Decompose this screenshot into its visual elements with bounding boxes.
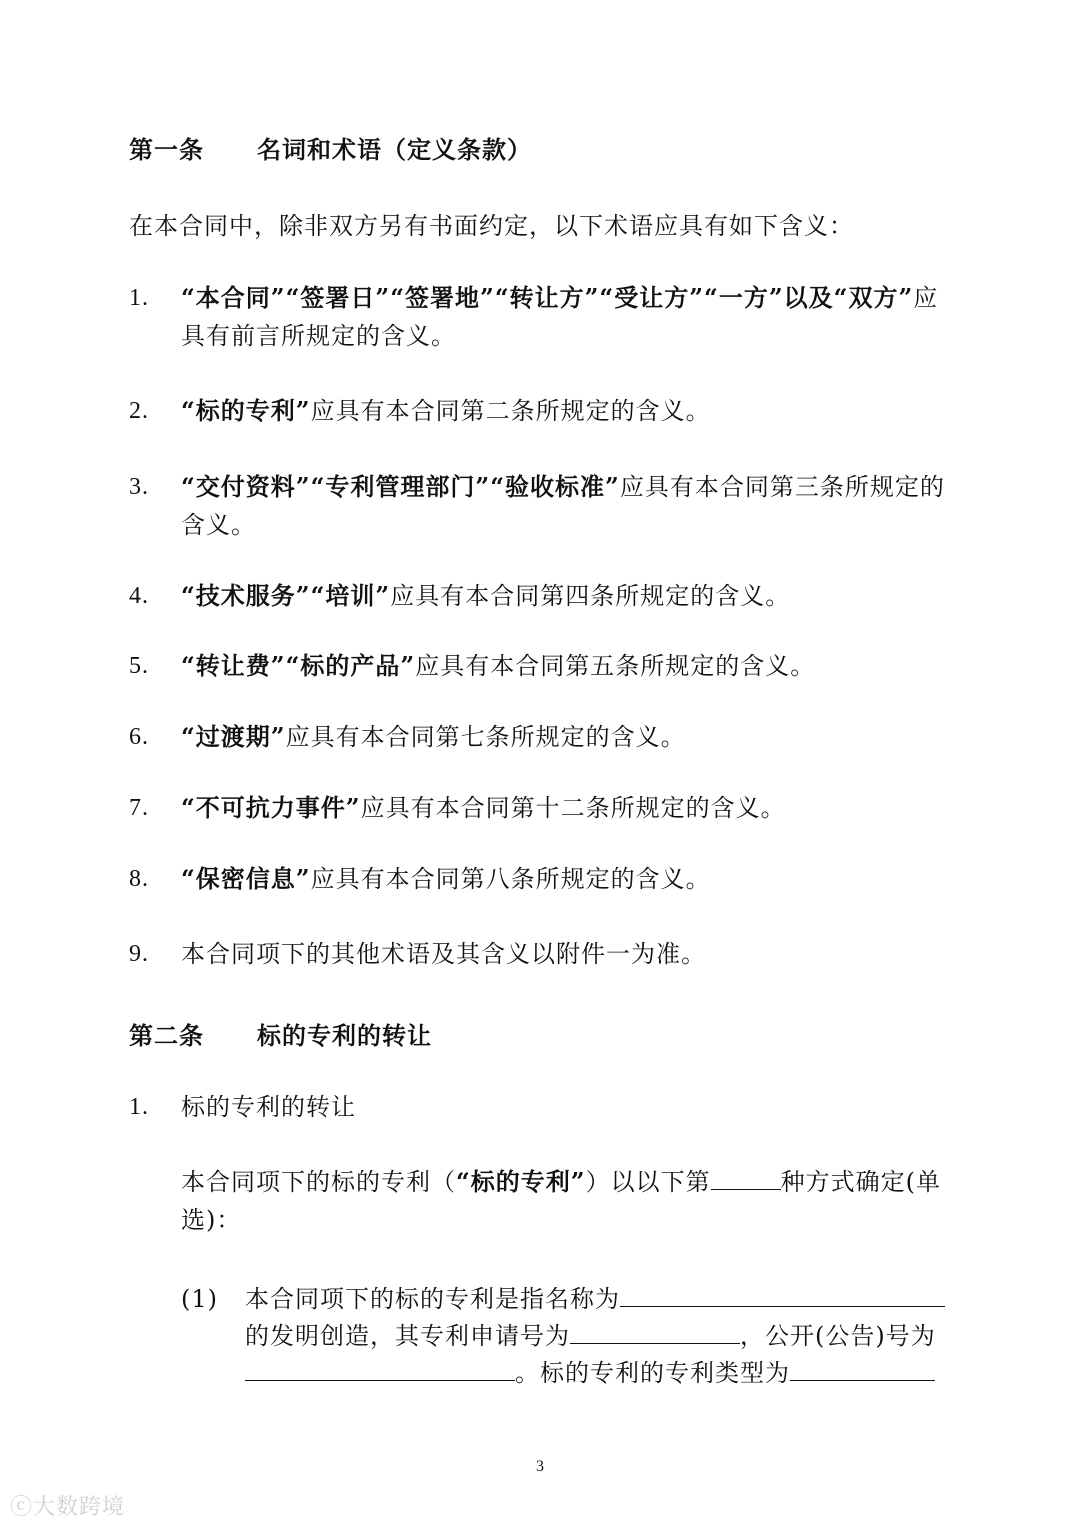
article2-method-paragraph [181,1163,956,1239]
definition-item-5 [129,647,959,685]
patent-type-blank [790,1356,935,1381]
item-number: 1. [129,285,149,311]
definition-item-9 [129,935,959,973]
article2-heading [129,1016,432,1051]
article1-number: 第一条 [129,135,204,164]
item-text: 应具有本合同第七条所规定的含义。 [285,723,686,751]
para-text-b: ）以以下第 [585,1168,711,1196]
item-text: 应具有本合同第五条所规定的含义。 [415,652,816,680]
definition-item-1 [129,279,959,355]
definition-item-6 [129,718,959,756]
item-text: 应具有本合同第二条所规定的含义。 [310,397,711,425]
item-text: 应具有本合同第八条所规定的含义。 [310,865,711,893]
para-text-c: 种方式确定(单选)： [181,1168,941,1234]
item-number: 7. [129,795,149,821]
item-text: 本合同项下的其他术语及其含义以附件一为准。 [181,940,706,968]
item-terms: “不可抗力事件” [181,793,361,822]
article2-subitem-1 [181,1281,956,1392]
name-blank [620,1282,945,1307]
article2-title: 标的专利的转让 [257,1021,432,1050]
subitem-text-d: 。标的专利的专利类型为 [515,1359,790,1387]
item-number: 6. [129,724,149,750]
item-terms: “过渡期” [181,722,286,751]
article2-number: 第二条 [129,1021,204,1050]
item-terms: “标的专利” [181,396,311,425]
page-number: 3 [536,1458,544,1475]
item-terms: “交付资料”“专利管理部门”“验收标准” [181,472,620,501]
item-text: 应具有本合同第十二条所规定的含义。 [360,794,786,822]
para-term: “标的专利” [456,1167,586,1196]
watermark [10,1490,125,1521]
item-number: 3. [129,474,149,500]
application-number-blank [570,1319,740,1344]
definition-item-7 [129,789,959,827]
item-text: 应具有本合同第三条所规定的含义。 [181,473,945,539]
item-number: 4. [129,583,149,609]
item-number: 2. [129,398,149,424]
definition-item-2 [129,392,959,430]
item-terms: “保密信息” [181,864,311,893]
para-text-a: 本合同项下的标的专利（ [181,1168,456,1196]
publication-number-blank [245,1356,515,1381]
item-terms: “本合同”“签署日”“签署地”“转让方”“受让方”“一方”以及“双方” [181,283,914,312]
item-number: 9. [129,941,149,967]
item-number: 5. [129,653,149,679]
article2-item-1 [129,1088,959,1126]
item-text: 应具有本合同第四条所规定的含义。 [390,582,791,610]
article1-title: 名词和术语（定义条款） [257,135,532,164]
article1-intro: 在本合同中，除非双方另有书面约定，以下术语应具有如下含义： [129,212,854,240]
subitem-text-b: 的发明创造，其专利申请号为 [245,1322,570,1350]
method-blank [711,1165,781,1190]
definition-item-8 [129,860,959,898]
item-number: 8. [129,866,149,892]
item-terms: “技术服务”“培训” [181,581,391,610]
watermark-text: 大数跨境 [33,1495,126,1520]
watermark-logo-icon: ⓒ [10,1495,34,1520]
item-title: 标的专利的转让 [181,1093,356,1121]
definition-item-4 [129,577,959,615]
definition-item-3 [129,468,959,544]
item-number: 1. [129,1094,149,1120]
item-terms: “转让费”“标的产品” [181,651,416,680]
item-text: 应具有前言所规定的含义。 [181,284,939,350]
subitem-text-a: 本合同项下的标的专利是指名称为 [245,1285,620,1313]
article1-heading [129,130,532,165]
subitem-number: (1) [181,1285,218,1313]
subitem-text-c: ，公开(公告)号为 [740,1322,936,1350]
